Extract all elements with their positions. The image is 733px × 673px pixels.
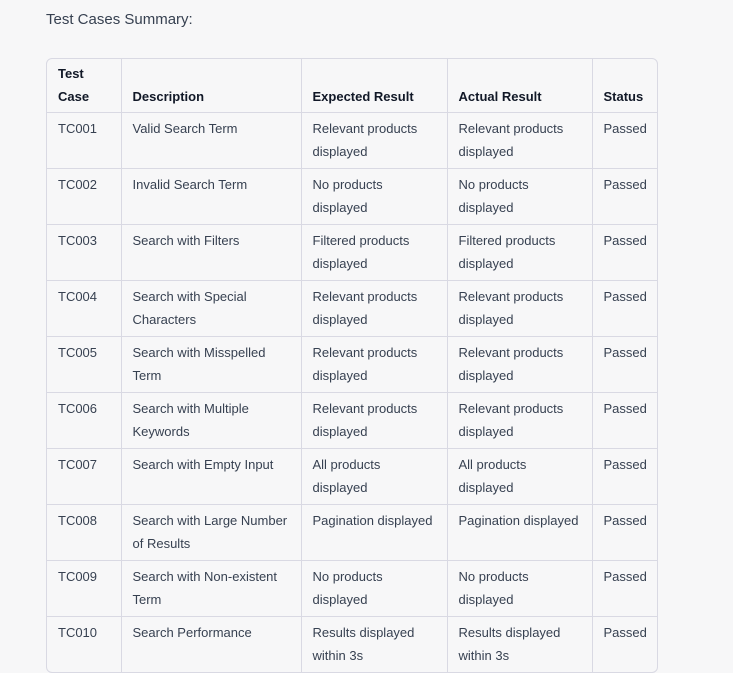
cell-description: Search Performance	[121, 617, 301, 673]
cell-test-case: TC004	[47, 281, 121, 337]
cell-expected-result: No products displayed	[301, 169, 447, 225]
cell-expected-result: Filtered products displayed	[301, 225, 447, 281]
cell-expected-result: All products displayed	[301, 449, 447, 505]
table-row	[47, 393, 657, 449]
test-cases-table-container	[46, 58, 658, 673]
cell-expected-result: Relevant products displayed	[301, 113, 447, 169]
cell-actual-result: No products displayed	[447, 169, 592, 225]
cell-test-case: TC008	[47, 505, 121, 561]
table-row	[47, 505, 657, 561]
table-row	[47, 225, 657, 281]
cell-description: Search with Misspelled Term	[121, 337, 301, 393]
cell-description: Search with Special Characters	[121, 281, 301, 337]
cell-test-case: TC002	[47, 169, 121, 225]
table-row	[47, 337, 657, 393]
cell-test-case: TC001	[47, 113, 121, 169]
header-test-case: Test Case	[47, 59, 121, 113]
header-actual-result: Actual Result	[447, 59, 592, 113]
cell-actual-result: Relevant products displayed	[447, 337, 592, 393]
page-heading: Test Cases Summary:	[46, 11, 193, 28]
cell-status: Passed	[592, 505, 657, 561]
cell-status: Passed	[603, 625, 647, 640]
header-expected-result: Expected Result	[301, 59, 447, 113]
cell-status: Passed	[592, 449, 657, 505]
header-description: Description	[121, 59, 301, 113]
cell-status: Passed	[592, 169, 657, 225]
table-row	[47, 617, 657, 673]
cell-expected-result: Pagination displayed	[301, 505, 447, 561]
cell-actual-result: Results displayed within 3s	[447, 617, 592, 673]
cell-expected-result: No products displayed	[301, 561, 447, 617]
table-row	[47, 561, 657, 617]
cell-expected-result: Relevant products displayed	[301, 337, 447, 393]
cell-status: Passed	[592, 113, 657, 169]
cell-description: Valid Search Term	[121, 113, 301, 169]
cell-expected-result: Results displayed within 3s	[301, 617, 447, 673]
cell-actual-result: Filtered products displayed	[447, 225, 592, 281]
cell-test-case: TC009	[47, 561, 121, 617]
cell-actual-result: Relevant products displayed	[447, 393, 592, 449]
cell-status: Passed	[592, 225, 657, 281]
cell-description: Search with Large Number of Results	[121, 505, 301, 561]
cell-test-case: TC006	[47, 393, 121, 449]
cell-status: Passed	[592, 337, 657, 393]
cell-description: Invalid Search Term	[121, 169, 301, 225]
header-status: Status	[592, 59, 657, 113]
cell-description: Search with Empty Input	[121, 449, 301, 505]
cell-test-case: TC007	[47, 449, 121, 505]
cell-status: Passed	[592, 561, 657, 617]
cell-test-case: TC003	[47, 225, 121, 281]
cell-actual-result: No products displayed	[447, 561, 592, 617]
cell-status: Passed	[592, 281, 657, 337]
cell-actual-result: Relevant products displayed	[447, 281, 592, 337]
cell-test-case: TC005	[47, 337, 121, 393]
cell-actual-result: Relevant products displayed	[447, 113, 592, 169]
table-row	[47, 449, 657, 505]
table-row	[47, 169, 657, 225]
test-cases-table	[47, 59, 657, 672]
table-row	[47, 113, 657, 169]
cell-expected-result: Relevant products displayed	[301, 281, 447, 337]
cell-actual-result: All products displayed	[447, 449, 592, 505]
table-row	[47, 281, 657, 337]
table-body	[47, 113, 657, 673]
table-header-row	[47, 59, 657, 113]
cell-expected-result: Relevant products displayed	[301, 393, 447, 449]
cell-test-case: TC010	[47, 617, 121, 673]
cell-actual-result: Pagination displayed	[447, 505, 592, 561]
cell-status: Passed	[592, 393, 657, 449]
cell-description: Search with Multiple Keywords	[121, 393, 301, 449]
cell-description: Search with Filters	[121, 225, 301, 281]
cell-description: Search with Non-existent Term	[121, 561, 301, 617]
